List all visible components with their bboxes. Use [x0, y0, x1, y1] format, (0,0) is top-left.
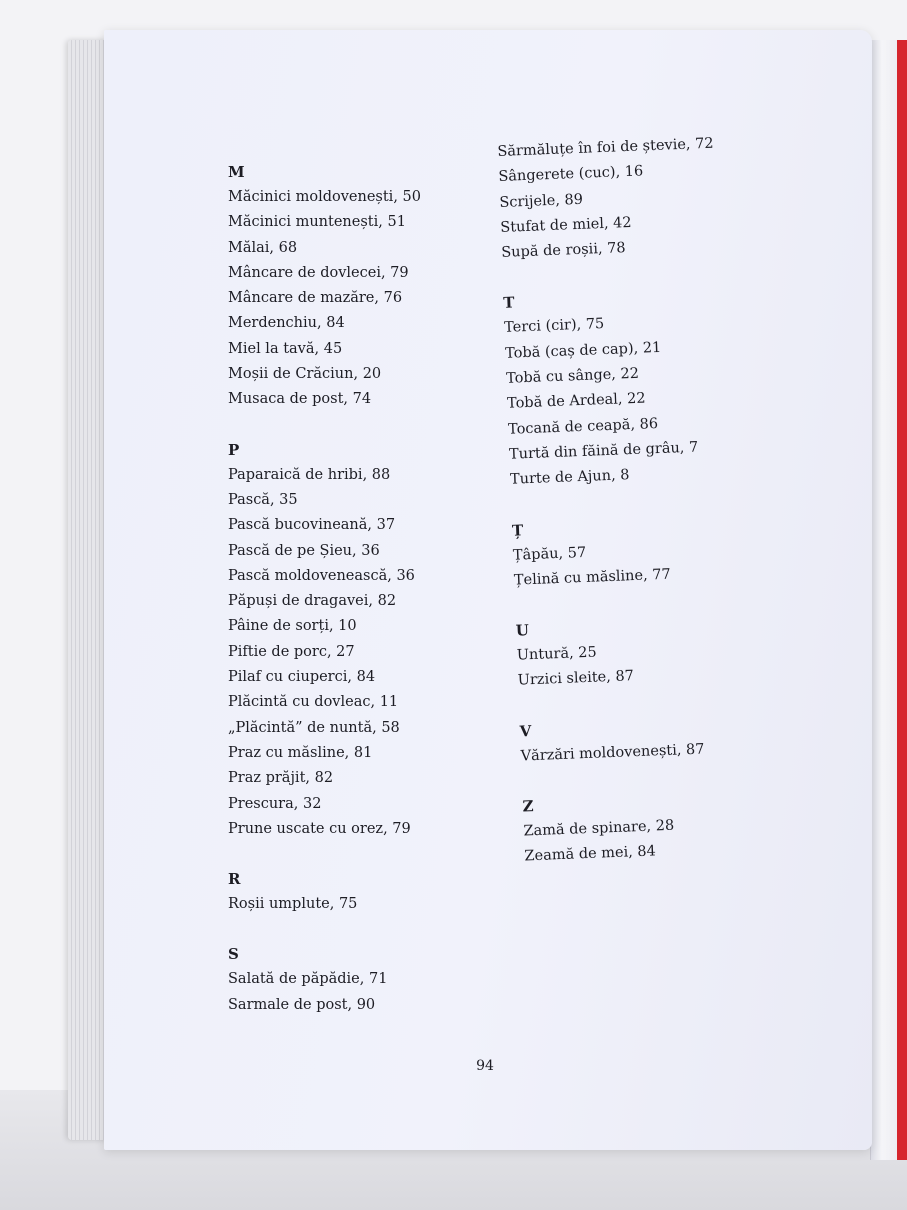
index-entry: Pască, 35: [228, 491, 298, 508]
index-letter-heading: S: [228, 945, 239, 964]
index-entry: Prune uscate cu orez, 79: [228, 820, 411, 837]
page-number: 94: [476, 1058, 494, 1074]
index-entry: Praz prăjit, 82: [228, 770, 334, 787]
index-letter-heading: Ț: [511, 520, 524, 540]
index-entry: Mâncare de dovlecei, 79: [228, 264, 409, 281]
index-right-column: [497, 132, 741, 870]
index-entry: Zamă de spinare, 28: [523, 817, 675, 840]
index-letter-heading: P: [228, 440, 240, 459]
index-letter-heading: V: [519, 721, 532, 741]
index-letter-heading: T: [502, 293, 515, 313]
index-entry: Tobă (caș de cap), 21: [504, 339, 662, 362]
index-letter-heading: R: [228, 870, 241, 889]
index-entry: Tocană de ceapă, 86: [507, 415, 659, 438]
index-entry: Miel la tavă, 45: [228, 340, 343, 357]
index-entry: Tobă de Ardeal, 22: [506, 390, 646, 413]
index-entry: Tobă cu sânge, 22: [505, 365, 640, 387]
index-entry: Turtă din făină de grâu, 7: [508, 439, 699, 463]
index-entry: Salată de păpădie, 71: [228, 971, 388, 988]
index-entry: Sarmale de post, 90: [228, 996, 376, 1013]
index-entry: Praz cu măsline, 81: [228, 744, 373, 761]
index-entry: Mălai, 68: [228, 239, 298, 256]
index-entry: Plăcintă cu dovleac, 11: [228, 694, 399, 711]
index-entry: Păpuși de dragavei, 82: [228, 593, 397, 610]
book-page-edges: [68, 40, 108, 1140]
index-entry: Untură, 25: [516, 644, 598, 664]
index-entry: Zeamă de mei, 84: [524, 843, 657, 865]
index-entry: Musaca de post, 74: [228, 391, 372, 408]
index-entry: Turte de Ajun, 8: [509, 467, 630, 489]
index-left-column: [228, 160, 421, 1018]
index-entry: Pască bucovineană, 37: [228, 517, 396, 534]
red-book-cover: [897, 40, 907, 1160]
index-entry: Sângerete (cuc), 16: [498, 163, 644, 186]
index-entry: Merdenchiu, 84: [228, 315, 345, 332]
index-entry: Supă de roșii, 78: [501, 240, 626, 262]
index-entry: Stufat de miel, 42: [500, 214, 632, 236]
index-entry: Sărmăluțe în foi de ștevie, 72: [497, 135, 714, 160]
index-letter-heading: U: [515, 621, 530, 640]
index-entry: Țâpău, 57: [512, 544, 587, 564]
index-entry: Pâine de sorți, 10: [228, 618, 357, 635]
index-entry: Paparaică de hribi, 88: [228, 466, 391, 483]
index-entry: „Plăcintă” de nuntă, 58: [228, 719, 400, 736]
index-letter-heading: M: [228, 163, 245, 181]
book-page: [104, 30, 872, 1150]
index-entry: Mâncare de mazăre, 76: [228, 290, 403, 307]
index-entry: Măcinici moldovenești, 50: [228, 189, 421, 205]
index-entry: Piftie de porc, 27: [228, 643, 355, 660]
index-entry: Scrijele, 89: [499, 191, 584, 211]
index-entry: Pască moldovenească, 36: [228, 567, 415, 584]
index-entry: Țelină cu măsline, 77: [513, 566, 672, 589]
index-letter-heading: Z: [522, 797, 534, 816]
index-entry: Moșii de Crăciun, 20: [228, 366, 382, 383]
index-entry: Terci (cir), 75: [503, 316, 605, 337]
index-entry: Prescura, 32: [228, 795, 322, 812]
index-entry: Vărzări moldovenești, 87: [520, 741, 705, 765]
index-entry: Măcinici muntenești, 51: [228, 214, 406, 231]
index-entry: Roșii umplute, 75: [228, 896, 358, 913]
index-entry: Pilaf cu ciuperci, 84: [228, 669, 376, 686]
index-entry: Urzici sleite, 87: [517, 668, 635, 690]
index-entry: Pască de pe Șieu, 36: [228, 542, 380, 559]
